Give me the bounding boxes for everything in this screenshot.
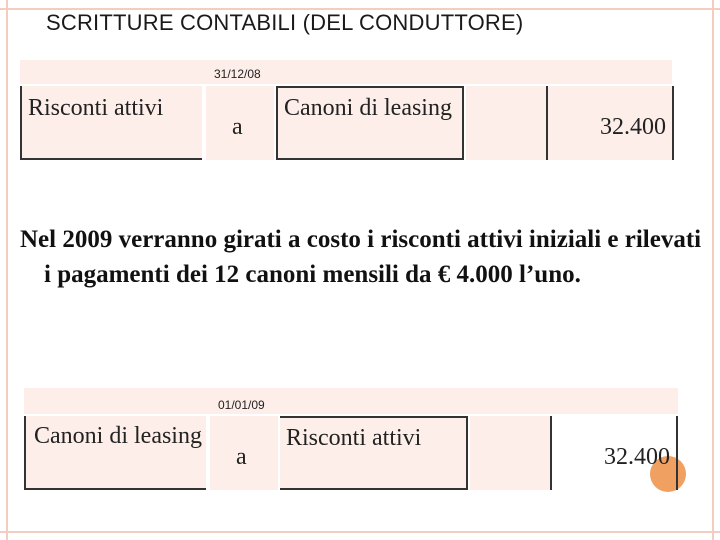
entry-date: 31/12/08 — [214, 67, 261, 81]
slide-frame-right — [712, 0, 714, 540]
entry-connector: a — [210, 416, 278, 490]
slide-frame-left — [6, 0, 8, 540]
debit-account: Canoni di leasing — [24, 416, 206, 490]
slide-title: SCRITTURE CONTABILI (DEL CONDUTTORE) — [46, 10, 524, 35]
entry-amount: 32.400 — [548, 86, 674, 160]
entry-header-band — [20, 60, 672, 84]
entry-amount: 32.400 — [552, 416, 678, 490]
credit-account: Risconti attivi — [280, 416, 468, 490]
entry-date: 01/01/09 — [218, 398, 265, 412]
blank-column — [470, 416, 552, 490]
slide-frame-bottom — [0, 531, 720, 533]
explanation-paragraph: Nel 2009 verranno girati a costo i risconti attivi iniziali e rilevati i pagamenti dei 12 canoni mensili da € 4.000 l’uno. — [20, 226, 702, 288]
blank-column — [466, 86, 548, 160]
entry-connector: a — [206, 86, 274, 160]
credit-account: Canoni di leasing — [276, 86, 464, 160]
debit-account: Risconti attivi — [20, 86, 202, 160]
entry-header-band — [24, 388, 678, 414]
